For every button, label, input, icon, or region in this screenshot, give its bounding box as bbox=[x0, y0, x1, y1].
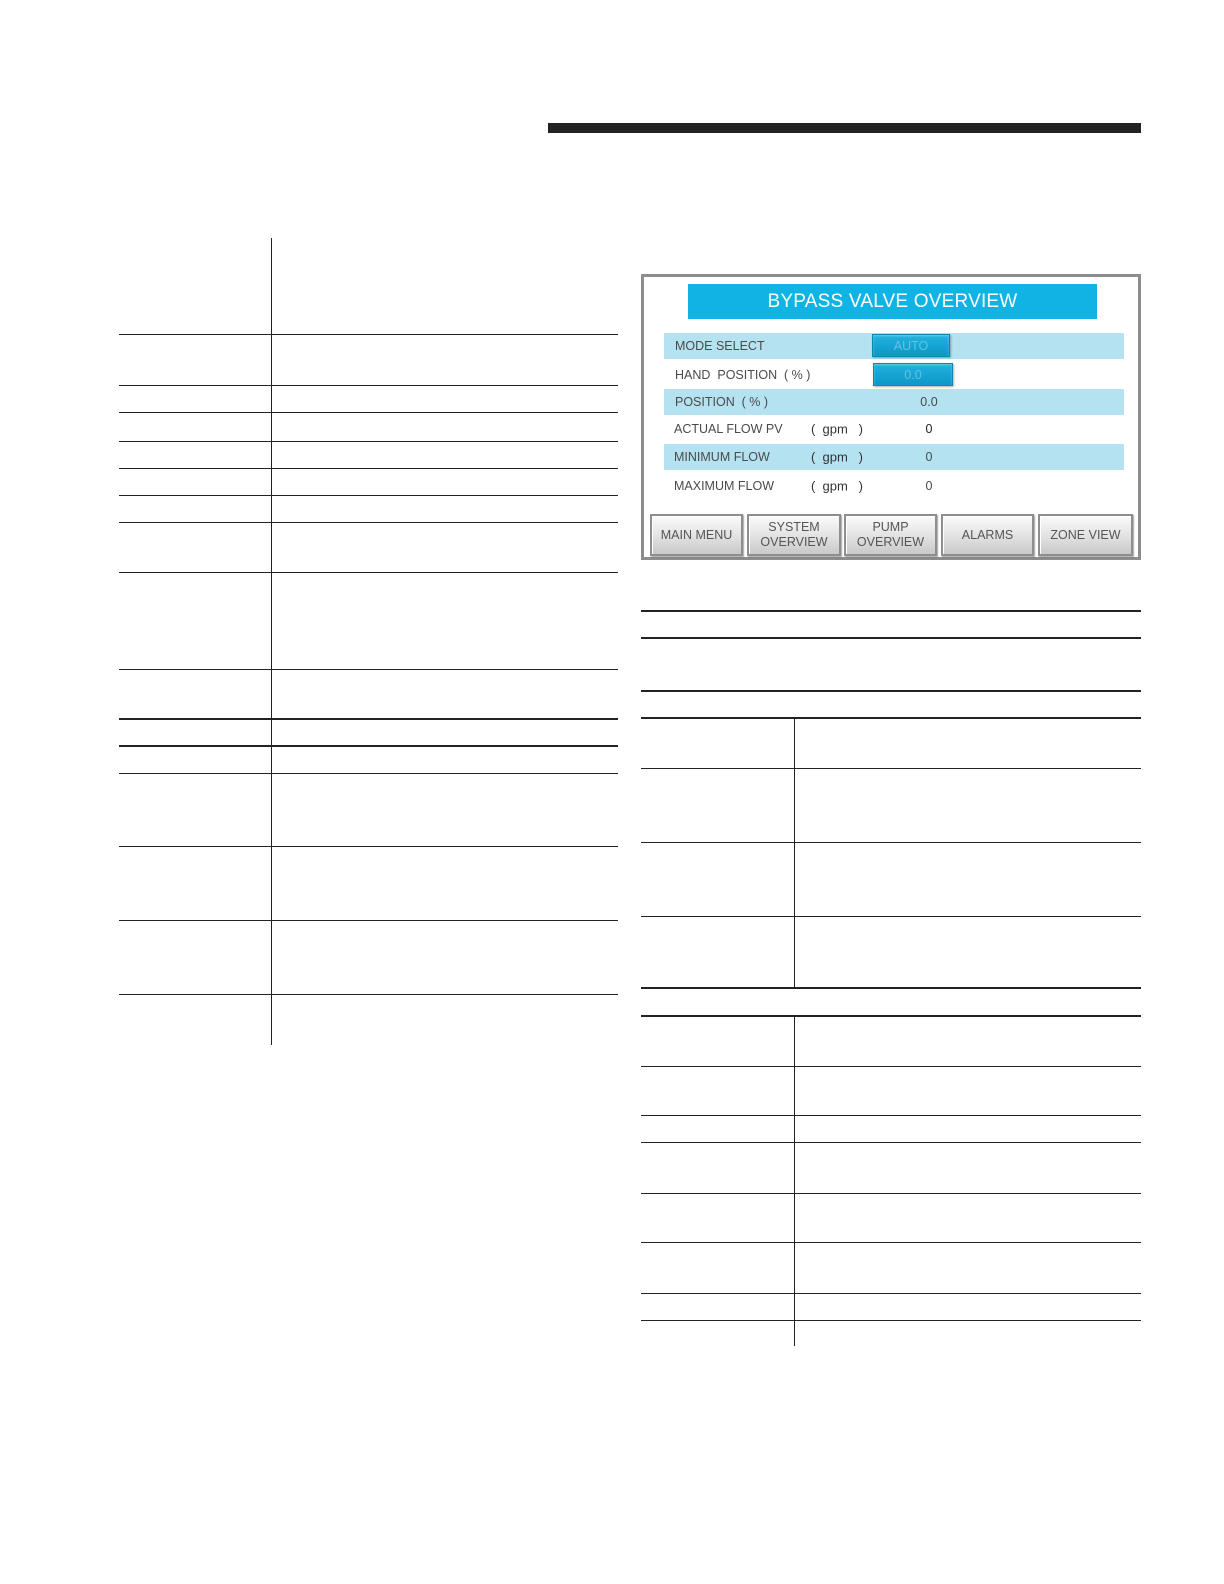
maximum-flow-value: 0 bbox=[925, 479, 933, 493]
maximum-flow-unit: ( gpm ) bbox=[811, 478, 864, 494]
table-rule bbox=[641, 987, 1141, 989]
hand-position-row bbox=[664, 362, 1124, 388]
minimum-flow-row bbox=[664, 444, 1124, 470]
actual-flow-label: ACTUAL FLOW PV bbox=[674, 422, 783, 436]
actual-flow-value: 0 bbox=[925, 422, 933, 436]
table-rule bbox=[641, 1142, 1141, 1143]
alarms-button[interactable]: ALARMS bbox=[941, 514, 1034, 556]
table-rule bbox=[641, 916, 1141, 917]
table-rule bbox=[119, 718, 618, 720]
pump-overview-button[interactable]: PUMP OVERVIEW bbox=[844, 514, 937, 556]
table-rule bbox=[119, 334, 618, 335]
table-rule bbox=[119, 846, 618, 847]
table-rule bbox=[641, 717, 1141, 719]
hand-position-label: HAND POSITION ( % ) bbox=[675, 368, 811, 382]
right-table-divider bbox=[794, 718, 795, 988]
table-rule bbox=[641, 1193, 1141, 1194]
position-label: POSITION ( % ) bbox=[675, 395, 769, 409]
table-rule bbox=[641, 610, 1141, 612]
actual-flow-row bbox=[664, 416, 1124, 442]
header-rule bbox=[548, 123, 1141, 133]
table-rule bbox=[641, 842, 1141, 843]
actual-flow-unit: ( gpm ) bbox=[811, 421, 864, 437]
minimum-flow-unit: ( gpm ) bbox=[811, 449, 864, 465]
table-rule bbox=[119, 994, 618, 995]
table-rule bbox=[119, 920, 618, 921]
minimum-flow-label: MINIMUM FLOW bbox=[674, 450, 770, 464]
table-rule bbox=[119, 522, 618, 523]
system-overview-button[interactable]: SYSTEM OVERVIEW bbox=[747, 514, 841, 556]
table-rule bbox=[119, 773, 618, 774]
table-rule bbox=[641, 1066, 1141, 1067]
table-rule bbox=[641, 768, 1141, 769]
position-value: 0.0 bbox=[920, 395, 938, 409]
bypass-valve-screen bbox=[641, 274, 1141, 560]
main-menu-button[interactable]: MAIN MENU bbox=[650, 514, 743, 556]
table-rule bbox=[119, 412, 618, 413]
bottom-nav-bar bbox=[647, 514, 1135, 556]
table-rule bbox=[641, 1242, 1141, 1243]
table-rule bbox=[119, 468, 618, 469]
screen-title: BYPASS VALVE OVERVIEW bbox=[688, 284, 1097, 319]
maximum-flow-label: MAXIMUM FLOW bbox=[674, 479, 774, 493]
table-rule bbox=[119, 572, 618, 573]
table-rule bbox=[119, 441, 618, 442]
table-rule bbox=[119, 385, 618, 386]
minimum-flow-value: 0 bbox=[925, 450, 933, 464]
table-rule bbox=[119, 669, 618, 670]
mode-select-row bbox=[664, 333, 1124, 359]
table-rule bbox=[641, 690, 1141, 692]
table-rule bbox=[641, 637, 1141, 639]
hand-position-input[interactable]: 0.0 bbox=[873, 363, 953, 386]
position-row bbox=[664, 389, 1124, 415]
left-table-divider bbox=[271, 238, 272, 1045]
mode-select-button[interactable]: AUTO bbox=[872, 334, 950, 357]
table-rule bbox=[641, 1015, 1141, 1017]
table-rule bbox=[641, 1293, 1141, 1294]
table-rule bbox=[119, 495, 618, 496]
mode-select-label: MODE SELECT bbox=[675, 339, 765, 353]
maximum-flow-row bbox=[664, 473, 1124, 499]
table-rule bbox=[119, 745, 618, 747]
table-rule bbox=[641, 1320, 1141, 1321]
table-rule bbox=[641, 1115, 1141, 1116]
zone-view-button[interactable]: ZONE VIEW bbox=[1038, 514, 1133, 556]
